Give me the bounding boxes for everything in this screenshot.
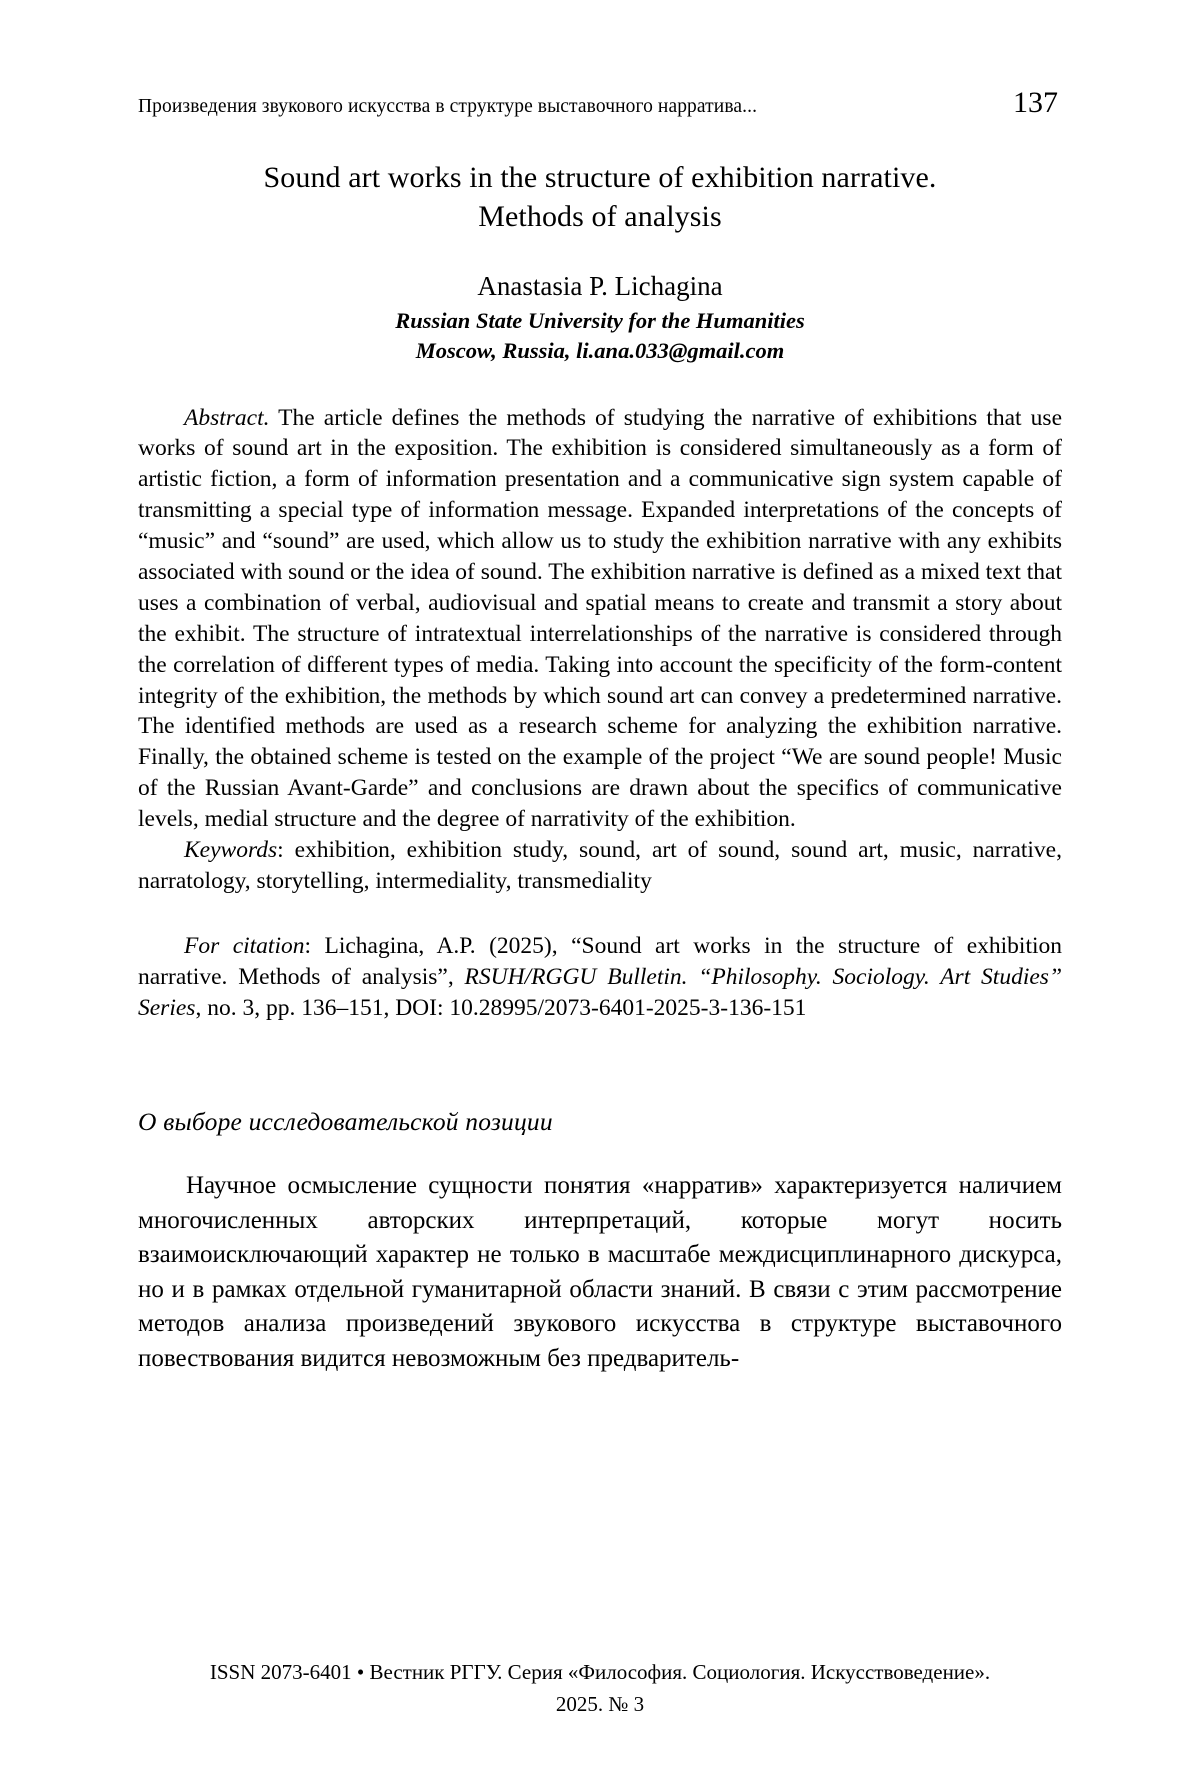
citation-label: For citation [184,932,305,959]
author-affiliation: Russian State University for the Humanities [395,307,805,333]
keywords-label: Keywords [184,836,278,863]
article-title-line-1: Sound art works in the structure of exhibition narrative. [263,161,937,194]
page-footer [0,1657,1200,1720]
section-heading: О выборе исследовательской позиции [138,1107,553,1137]
running-head-title: Произведения звукового искусства в структуре выставочного нарратива... [138,96,758,117]
citation-paragraph [138,931,1062,1024]
abstract-text: The article defines the methods of studying the narrative of exhibitions that use works of sound art in the exposition. The exhibition is considered simultaneously as a form of artistic fiction, a form of information presentation and a communicative sign system capable of transmitting a special type of information message. Expanded interpretations of the concepts of “music” and “sound” are used, which allow us to study the exhibition narrative with any exhibits associated with sound or the idea of sound. The exhibition narrative is defined as a mixed text that uses a combination of verbal, audiovisual and spatial means to create and transmit a story about the exhibit. The structure of intratextual interrelationships of the narrative is considered through the correlation of different types of media. Taking into account the specificity of the form-content integrity of the exhibition, the methods by which sound art can convey a predetermined narrative. The identified methods are used as a research scheme for analyzing the exhibition narrative. Finally, the obtained scheme is tested on the example of the project “We are sound people! Music of the Russian Avant-Garde” and conclusions are drawn about the specifics of communicative levels, medial structure and the degree of narrativity of the exhibition. [138,404,1062,833]
page-number: 137 [1013,86,1058,119]
citation-part-2: , no. 3, pp. 136–151, DOI: 10.28995/2073-6401-2025-3-136-151 [195,994,807,1021]
article-title-line-2: Methods of analysis [478,200,722,233]
running-head [138,86,1062,120]
author-block [138,270,1062,367]
abstract-paragraph [138,403,1062,835]
abstract-label: Abstract. [184,404,270,431]
author-name: Anastasia P. Lichagina [477,271,723,301]
footer-line-1: ISSN 2073-6401 • Вестник РГГУ. Серия «Философия. Социология. Искусствоведение». [209,1660,991,1684]
keywords-text: : exhibition, exhibition study, sound, art of sound, sound art, music, narrative, narratology, storytelling, intermediality, transmediality [138,836,1062,894]
footer-line-2: 2025. № 3 [555,1691,645,1716]
citation-part-1: : Lichagina, A.P. (2025), “Sound art works in the structure of exhibition narrative. Methods of analysis”, [138,932,1063,990]
keywords-paragraph [138,835,1062,897]
section-paragraph: Научное осмысление сущности понятия «нарратив» характеризуется наличием многочисленных авторских интерпретаций, которые могут носить взаимоисключающий характер не только в масштабе междисциплинарного дискурса, но и в рамках отдельной гуманитарной области знаний. В связи с этим рассмотрение методов анализа произведений звукового искусства в структуре выставочного повествования видится невозможным без предваритель- [138,1172,1062,1372]
citation-journal: RSUH/RGGU Bulletin. “Philosophy. Sociology. Art Studies” Series [138,963,1063,1021]
author-contact: Moscow, Russia, li.ana.033@gmail.com [415,338,785,364]
article-title [138,158,1062,236]
